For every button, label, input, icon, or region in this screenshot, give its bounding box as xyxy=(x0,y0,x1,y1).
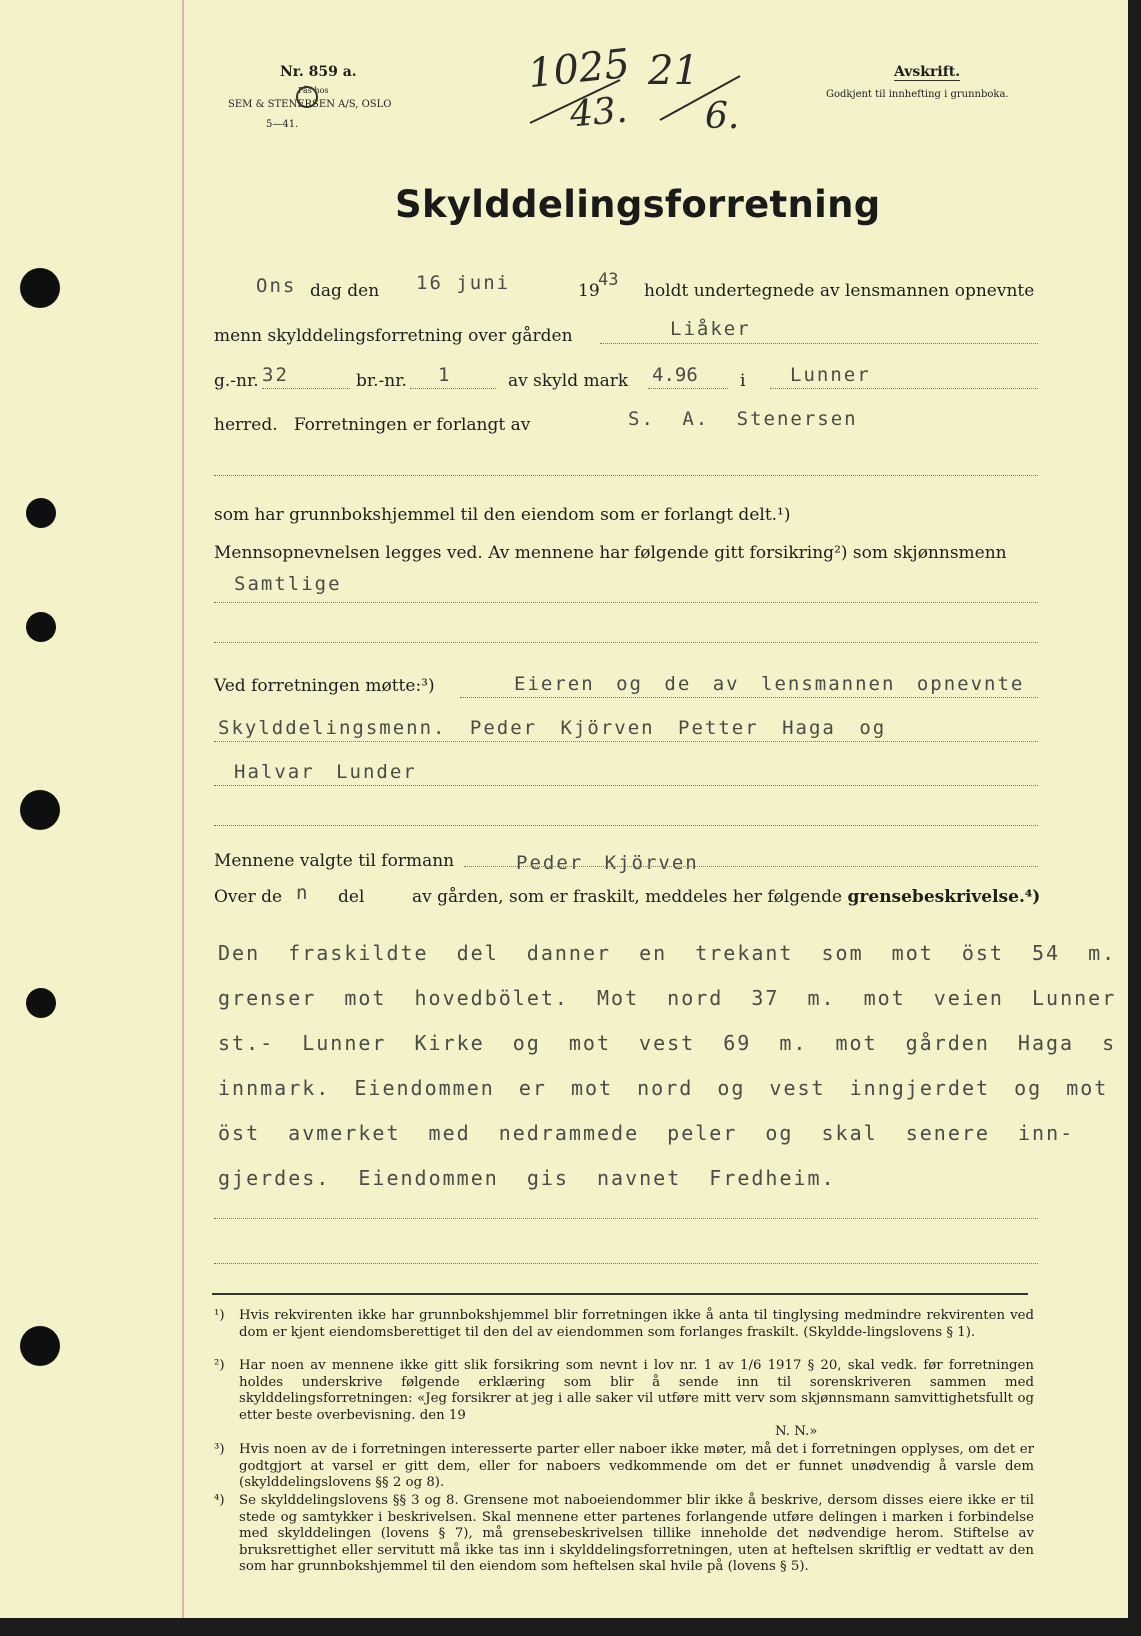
punch-hole xyxy=(26,498,56,528)
line7-text: Mennsopnevnelsen legges ved. Av mennene har følgende gitt forsikring²) som skjønnsmenn xyxy=(214,543,1007,563)
formann-label: Mennene valgte til formann xyxy=(214,851,455,871)
description-line: st.- Lunner Kirke og mot vest 69 m. mot gården Haga s xyxy=(218,1031,1117,1055)
mote-value: Eieren og de av lensmannen opnevnte xyxy=(514,673,1025,695)
footnote-rule xyxy=(212,1293,1028,1295)
part-value: n xyxy=(296,882,310,904)
herred-text: herred. Forretningen er forlangt av xyxy=(214,415,531,435)
grense-text: av gården, som er fraskilt, meddeles her følgende grensebeskrivelse.⁴) xyxy=(412,887,1041,907)
year-prefix: 19 xyxy=(578,281,600,301)
date-value: 16 juni xyxy=(416,272,511,294)
del-label: del xyxy=(338,887,365,907)
over-de-label: Over de xyxy=(214,887,283,907)
year-value: 43 xyxy=(598,270,619,290)
i-label: i xyxy=(740,371,746,391)
mote-value: Halvar Lunder xyxy=(234,761,417,783)
printer-line: Fås hos xyxy=(298,86,329,95)
handwritten-fraction-strokes xyxy=(520,68,760,128)
skyld-label: av skyld mark xyxy=(508,371,629,391)
formann-value: Peder Kjörven xyxy=(516,852,699,874)
bnr-value: 1 xyxy=(438,364,452,386)
footnote-signature: N. N.» xyxy=(775,1424,818,1439)
punch-hole xyxy=(20,790,60,830)
document-title: Skylddelingsforretning xyxy=(395,183,881,226)
punch-hole xyxy=(26,988,56,1018)
description-line: grenser mot hovedbölet. Mot nord 37 m. mot veien Lunner xyxy=(218,986,1117,1010)
copy-note: Godkjent til innhefting i grunnboka. xyxy=(826,89,1009,100)
description-line: Den fraskildte del danner en trekant som mot öst 54 m. xyxy=(218,941,1117,965)
description-line: öst avmerket med nedrammede peler og skal senere inn- xyxy=(218,1121,1075,1145)
municipality-value: Lunner xyxy=(790,364,871,386)
printer-name: SEM & STENERSEN A/S, OSLO xyxy=(228,99,392,110)
bnr-label: br.-nr. xyxy=(356,371,407,391)
skyld-value: 4.96 xyxy=(652,364,698,386)
gnr-value: 32 xyxy=(262,364,289,386)
handwritten-ref: 1025 xyxy=(525,40,632,98)
description-line: innmark. Eiendommen er mot nord og vest inngjerdet og mot xyxy=(218,1076,1109,1100)
requester-value: S. A. Stenersen xyxy=(628,408,858,430)
footnote: ⁴) Se skylddelingslovens §§ 3 og 8. Grensene mot naboeiendommer blir ikke å beskrive, dersom disses eiere ikke er til stede og samtykker i beskrivelsen. Skal mennene etter partenes forlangende utføre delingen i marken i forbindelse med skylddelingen (lovens § 7), må grensebeskrivelsen tillike inneholde det nødvendige herom. Stiftelse av bruksrettighet eller servitutt må ikke tas inn i skylddelingsforretningen, uten at heftelsen skriftlig er vedtatt av den som har grunnbokshjemmel til den eiendom som heftelsen skal hvile på (lovens § 5). xyxy=(214,1493,1034,1574)
weekday-value: Ons xyxy=(256,275,297,297)
line1-text: holdt undertegnede av lensmannen opnevnte xyxy=(644,281,1035,301)
description-line: gjerdes. Eiendommen gis navnet Fredheim. xyxy=(218,1166,836,1190)
line6-text: som har grunnbokshjemmel til den eiendom som er forlangt delt.¹) xyxy=(214,505,791,525)
farm-value: Liåker xyxy=(670,318,751,340)
footnote: ¹) Hvis rekvirenten ikke har grunnbokshjemmel blir forretningen ikke å anta til tinglysing medmindre rekvirenten ved dom er kjent eiendomsberettiget til den del av eiendommen som forlanges fraskilt. (Skyldde-lingslovens § 1). xyxy=(214,1308,1034,1340)
mote-value: Skylddelingsmenn. Peder Kjörven Petter Haga og xyxy=(218,717,887,739)
footnote: ²) Har noen av mennene ikke gitt slik forsikring som nevnt i lov nr. 1 av 1/6 1917 § 20, skal vedk. før forretningen holdes underskrive følgende erklæring som blir å sende inn til sorenskriveren sammen med skylddelingsforretningen: «Jeg forsikrer at jeg i alle saker vil utføre mitt verv som skjønnsmann samvittighetsfullt og etter beste overbevisning. den 19 xyxy=(214,1358,1034,1423)
printer-date: 5—41. xyxy=(266,119,299,130)
dag-den-label: dag den xyxy=(310,281,380,301)
forsikring-value: Samtlige xyxy=(234,573,342,595)
footnote: ³) Hvis noen av de i forretningen interesserte parter eller naboer ikke møter, må det i forretningen opplyses, om det er godtgjort at varsel er gitt dem, eller for naboers vedkommende om det er funnet unødvendig å varsle dem (skylddelingslovens §§ 2 og 8). xyxy=(214,1442,1034,1490)
handwritten-ref: 21 xyxy=(648,48,699,94)
punch-hole xyxy=(20,1326,60,1366)
grense-bold: grensebeskrivelse.⁴) xyxy=(847,887,1041,907)
gnr-label: g.-nr. xyxy=(214,371,259,391)
mote-label: Ved forretningen møtte:³) xyxy=(214,676,435,696)
margin-rule xyxy=(182,0,184,1618)
handwritten-ref: 43. xyxy=(568,89,629,136)
punch-hole xyxy=(26,612,56,642)
line2-text: menn skylddelingsforretning over gården xyxy=(214,326,573,346)
punch-hole xyxy=(20,268,60,308)
handwritten-ref: 6. xyxy=(705,96,740,137)
form-number: Nr. 859 a. xyxy=(280,64,357,80)
copy-label: Avskrift. xyxy=(894,64,961,80)
